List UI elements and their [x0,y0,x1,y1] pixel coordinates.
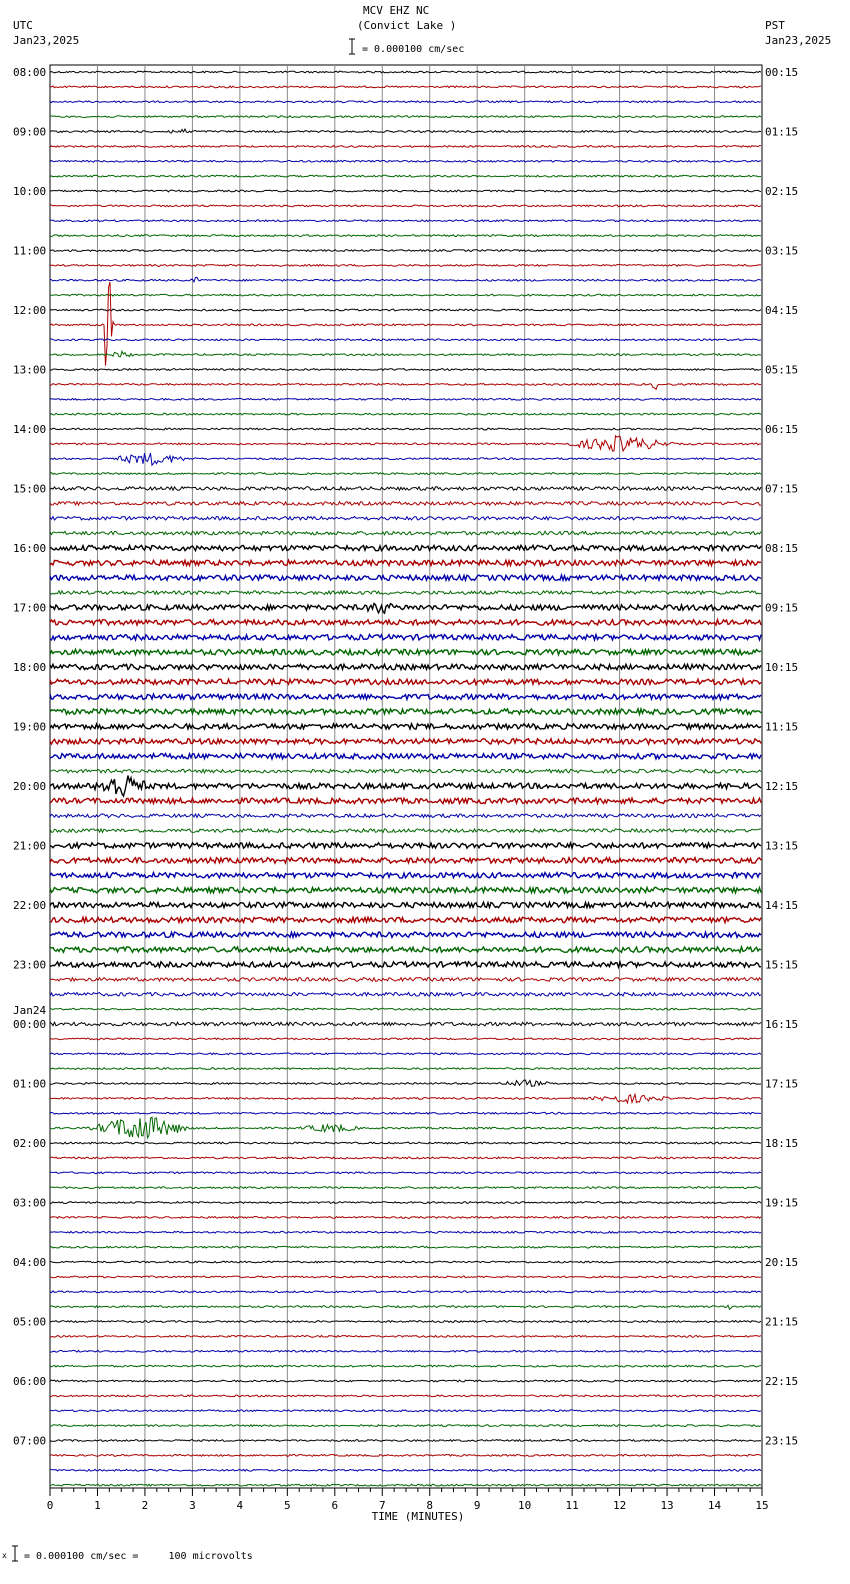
x-tick-label: 13 [660,1499,674,1512]
utc-hour-label: 21:00 [13,839,47,853]
seismic-trace [50,1117,761,1138]
pst-hour-label: 04:15 [765,304,799,317]
seismic-trace [50,917,761,922]
seismic-trace [50,754,761,759]
x-tick-label: 3 [189,1499,196,1512]
seismic-trace [50,1172,761,1174]
station-title: MCV EHZ NC [363,4,430,17]
seismic-trace [50,1187,761,1189]
seismic-trace [50,694,761,699]
seismic-trace [50,1455,761,1457]
seismic-trace [50,1038,761,1040]
location-title: (Convict Lake ) [357,19,457,32]
x-tick-label: 0 [46,1499,54,1512]
x-tick-label: 7 [378,1499,386,1512]
utc-hour-label: 16:00 [13,542,47,555]
seismic-trace [50,873,761,878]
utc-hour-label: 18:00 [13,661,47,674]
utc-hour-label: 11:00 [13,244,47,258]
seismic-trace [50,649,761,654]
seismic-trace [50,769,761,773]
pst-hour-label: 01:15 [765,125,799,139]
seismic-trace [50,776,761,797]
seismic-trace [50,709,761,714]
x-tick-label: 11 [565,1499,579,1512]
seismic-trace [50,1380,761,1382]
seismic-trace [50,1365,761,1367]
seismic-trace [50,604,761,614]
seismic-trace [50,635,761,640]
pst-hour-label: 22:15 [765,1375,799,1388]
seismic-trace [50,220,761,222]
x-tick-label: 4 [236,1499,244,1512]
seismic-trace [50,1157,761,1159]
utc-hour-label: 08:00 [13,66,47,79]
seismic-trace [50,250,761,252]
x-tick-label: 8 [426,1499,434,1512]
pst-hour-label: 16:15 [765,1018,799,1031]
utc-hour-label: 19:00 [13,720,47,734]
utc-hour-label: 00:00 [13,1018,47,1031]
seismic-trace [50,1217,761,1219]
seismic-trace [50,1231,761,1233]
seismic-trace [50,620,761,625]
pst-hour-label: 19:15 [765,1196,799,1210]
pst-hour-label: 06:15 [765,423,799,436]
pst-hour-label: 10:15 [765,661,799,674]
pst-label: PST [765,19,785,32]
seismic-trace [50,160,761,162]
utc-hour-label: 14:00 [13,423,47,436]
pst-hour-label: 15:15 [765,958,799,972]
utc-hour-label: 15:00 [13,482,47,496]
seismic-trace [50,339,761,341]
pst-hour-label: 08:15 [765,542,799,555]
seismic-trace [50,739,761,744]
footer-scale-icon [11,1545,19,1562]
seismic-trace [50,1080,761,1086]
seismic-trace [50,545,761,550]
seismic-trace [50,1276,761,1278]
seismic-trace [50,1291,761,1293]
utc-hour-label: 09:00 [13,125,47,139]
seismic-trace [50,146,761,148]
seismic-trace [50,1053,761,1055]
utc-hour-label: 22:00 [13,899,47,912]
seismic-trace [50,1484,761,1486]
seismic-trace [50,309,761,311]
footer-mark: x [2,1551,7,1560]
seismic-trace [50,858,761,863]
seismic-trace [50,993,761,997]
seismic-trace [50,1440,761,1442]
seismic-trace [50,294,761,296]
x-tick-label: 10 [518,1499,532,1512]
seismic-trace [50,86,761,88]
seismic-trace [50,1305,761,1309]
seismic-trace [50,902,761,907]
seismic-trace [50,235,761,237]
utc-hour-label: 03:00 [13,1196,47,1210]
utc-hour-label: 07:00 [13,1434,47,1448]
utc-date-change-label: Jan24 [13,1004,47,1017]
pst-hour-label: 03:15 [765,244,799,258]
pst-hour-label: 02:15 [765,185,799,198]
utc-hour-label: 01:00 [13,1077,47,1091]
utc-hour-label: 05:00 [13,1315,47,1329]
x-tick-label: 2 [141,1499,149,1512]
seismic-trace [50,453,761,465]
seismic-trace [50,190,761,192]
seismic-trace [50,502,761,506]
utc-hour-label: 23:00 [13,958,47,972]
pst-hour-label: 13:15 [765,839,799,853]
seismic-trace [50,560,761,565]
x-tick-label: 5 [284,1499,291,1512]
seismic-trace [50,531,761,535]
seismic-trace [50,814,761,818]
seismic-trace [50,575,761,580]
seismic-trace [50,591,761,595]
x-tick-label: 15 [755,1499,769,1512]
seismic-trace [50,679,761,684]
utc-hour-label: 06:00 [13,1375,47,1388]
seismic-trace [50,428,761,430]
seismic-trace [50,1425,761,1427]
seismic-trace [50,351,761,356]
x-axis-label: TIME (MINUTES) [371,1510,465,1523]
scale-text: = 0.000100 cm/sec [362,44,465,55]
seismic-trace [50,101,761,103]
seismic-trace [50,129,761,133]
seismic-trace [50,413,761,415]
seismic-trace [50,1068,761,1070]
seismic-trace [50,798,761,803]
pst-hour-label: 00:15 [765,66,799,79]
pst-hour-label: 20:15 [765,1256,799,1269]
seismic-trace [50,887,761,892]
seismic-trace [50,724,761,729]
pst-hour-label: 23:15 [765,1434,799,1448]
x-tick-label: 6 [331,1499,339,1512]
x-tick-label: 12 [612,1499,627,1512]
pst-hour-label: 18:15 [765,1137,799,1150]
seismic-trace [50,116,761,118]
seismic-trace [50,932,761,937]
utc-hour-label: 02:00 [13,1137,47,1150]
pst-hour-label: 21:15 [765,1315,799,1329]
seismic-trace [50,1142,761,1144]
utc-hour-label: 12:00 [13,304,47,317]
seismic-trace [50,487,761,491]
seismic-trace [50,1246,761,1248]
utc-hour-label: 13:00 [13,363,47,377]
pst-hour-label: 07:15 [765,482,799,496]
seismic-trace [50,205,761,207]
seismic-trace [50,1350,761,1352]
seismic-trace [50,829,761,833]
footer-scale-text: = 0.000100 cm/sec = 100 microvolts [24,1551,253,1562]
seismic-trace [50,1469,761,1471]
seismic-trace [50,1008,761,1010]
seismic-trace [50,1321,761,1323]
utc-date: Jan23,2025 [13,34,80,47]
seismic-trace [50,265,761,267]
utc-hour-label: 10:00 [13,185,47,198]
x-tick-label: 14 [707,1499,722,1512]
utc-hour-label: 17:00 [13,601,47,615]
seismic-trace [50,1261,761,1263]
seismic-trace [50,1022,761,1026]
seismic-trace [50,398,761,400]
seismic-trace [50,473,761,475]
seismic-trace [50,1202,761,1204]
seismic-trace [50,664,761,669]
plot-frame [50,65,762,1488]
pst-hour-label: 05:15 [765,363,799,377]
pst-date: Jan23,2025 [765,34,832,47]
utc-hour-label: 20:00 [13,780,47,793]
seismic-trace [50,962,761,967]
pst-hour-label: 14:15 [765,899,799,912]
seismic-trace [50,277,761,282]
utc-hour-label: 04:00 [13,1256,47,1269]
pst-hour-label: 11:15 [765,720,799,734]
seismic-trace [50,843,761,848]
pst-hour-label: 09:15 [765,601,799,615]
seismic-trace [50,369,761,371]
seismic-trace [50,436,761,451]
seismic-trace [50,175,761,177]
utc-label: UTC [13,19,33,32]
pst-hour-label: 17:15 [765,1077,799,1091]
x-tick-label: 9 [473,1499,481,1512]
x-tick-label: 1 [94,1499,101,1512]
seismic-trace [50,71,761,73]
seismic-trace [50,1336,761,1338]
seismic-trace [50,947,761,952]
pst-hour-label: 12:15 [765,780,799,793]
seismic-trace [50,517,761,521]
seismic-trace [50,384,761,390]
seismic-trace [50,1112,761,1114]
seismic-trace [50,1410,761,1412]
seismic-trace [50,978,761,982]
seismic-trace [50,1395,761,1397]
seismic-trace [50,1094,761,1103]
